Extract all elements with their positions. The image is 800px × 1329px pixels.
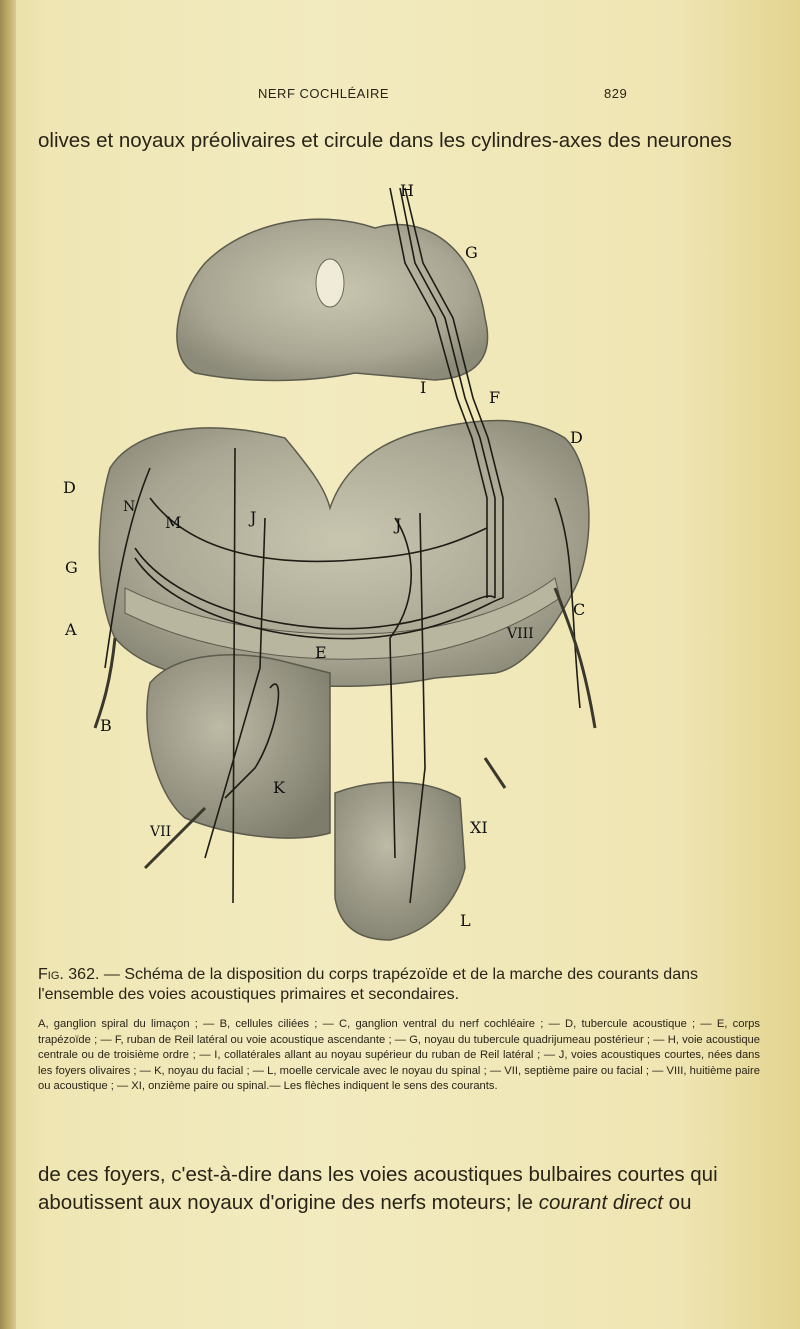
- figure-caption: [38, 965, 778, 1005]
- label-K: K: [273, 778, 285, 797]
- label-G-left: G: [65, 558, 78, 577]
- body-line-2-italic: courant direct: [538, 1191, 663, 1214]
- label-F: F: [489, 388, 501, 407]
- body-line-2-end: ou: [662, 1191, 692, 1214]
- label-B: B: [100, 716, 112, 735]
- label-N: N: [123, 499, 136, 515]
- medulla-section: [147, 655, 330, 838]
- label-H: H: [400, 181, 414, 200]
- aqueduct: [316, 259, 344, 307]
- label-VIII: VIII: [507, 626, 534, 642]
- spinal-cord-section: [335, 782, 465, 940]
- brainstem-schematic: [55, 168, 615, 958]
- label-I: I: [420, 378, 427, 397]
- body-line-2-start: aboutissent aux noyaux d'origine des nerfs moteurs; le: [38, 1191, 539, 1214]
- label-D-right: D: [570, 428, 583, 447]
- page-number: 829: [604, 86, 628, 101]
- figure-362: [55, 168, 615, 958]
- label-L: L: [460, 911, 471, 930]
- top-text-line: olives et noyaux préolivaires et circule dans les cylindres-axes des neurones: [38, 129, 732, 152]
- label-J-left: J: [250, 508, 257, 527]
- label-J-right: J: [395, 515, 402, 534]
- running-head-title: NERF COCHLÉAIRE: [258, 86, 390, 101]
- label-VII: VII: [150, 824, 172, 840]
- label-M: M: [165, 513, 182, 532]
- legend-text: A, ganglion spiral du limaçon ; — B, cellules ciliées ; — C, ganglion ventral du nerf cochléaire ; — D, tubercule acoustique ; — E, corps trapézoïde ; — F, ruban de Reil latéral ou voie acoustique ascendante ; — G, noyau du tubercule quadrijumeau postérieur ; — H, voie acoustique centrale ou de troisième ordre ; — I, collatérales allant au noyau supérieur du ruban de Reil latéral ; — J, voies acoustiques courtes, nées dans les foyers olivaires ; — K, noyau du facial ; — L, moelle cervicale avec le noyau du spinal ; — VII, septième paire ou facial ; — VIII, huitième paire ou acoustique ; — XI, onzième paire ou spinal.— Les flèches indiquent le sens des courants.: [38, 1018, 760, 1093]
- book-spine-edge: [0, 0, 16, 1329]
- label-D-left: D: [63, 478, 76, 497]
- label-XI: XI: [470, 818, 488, 837]
- body-line-2: [38, 1191, 788, 1215]
- figure-legend: [38, 1017, 760, 1095]
- label-C: C: [573, 600, 586, 619]
- running-header: [0, 86, 800, 108]
- label-G-top: G: [465, 243, 478, 262]
- label-E: E: [315, 643, 327, 662]
- body-line-1: de ces foyers, c'est-à-dire dans les voies acoustiques bulbaires courtes qui: [38, 1163, 718, 1186]
- figure-number: Fig. 362.: [38, 966, 100, 983]
- label-A: A: [65, 620, 77, 639]
- figure-caption-text: — Schéma de la disposition du corps trapézoïde et de la marche des courants dans l'ensemble des voies acoustiques primaires et secondaires.: [38, 966, 698, 1003]
